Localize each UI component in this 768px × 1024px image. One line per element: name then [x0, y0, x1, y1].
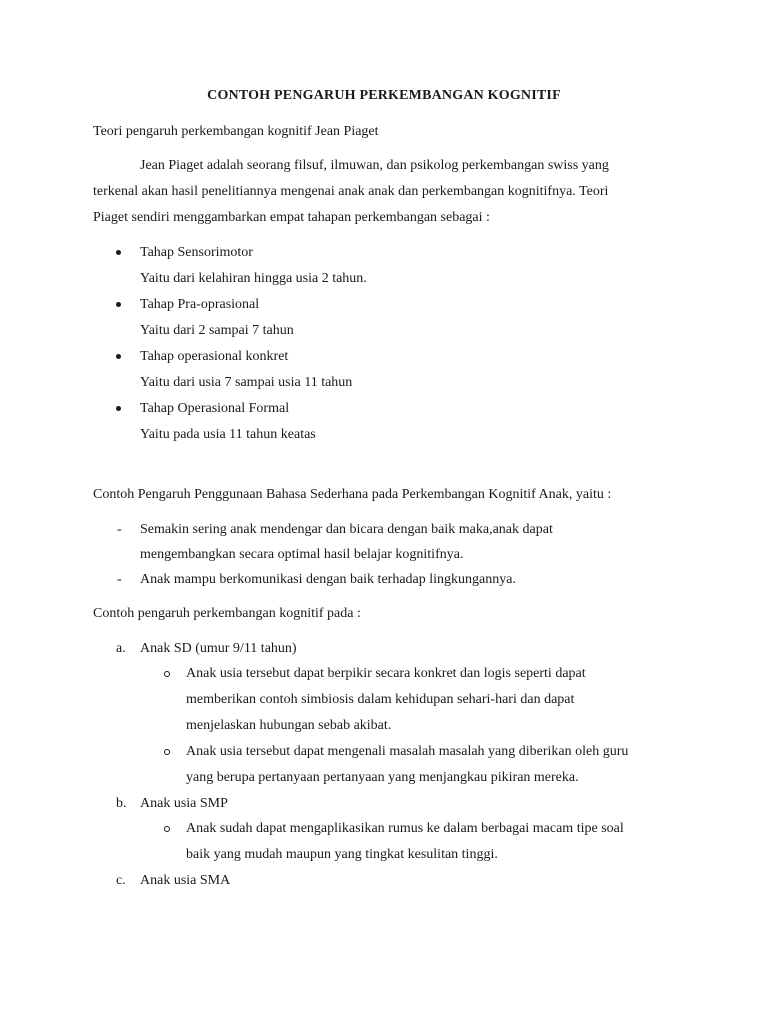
paragraph-line: Jean Piaget adalah seorang filsuf, ilmuwan, dan psikolog perkembangan swiss yang [140, 158, 609, 173]
bullet-icon [116, 406, 121, 411]
bullet-icon [116, 354, 121, 359]
section-heading-usia: Contoh pengaruh perkembangan kognitif pada : [93, 606, 361, 621]
dash-marker: - [117, 572, 122, 587]
paragraph-line: Piaget sendiri menggambarkan empat tahapan perkembangan sebagai : [93, 210, 490, 225]
group-label: Anak usia SMP [140, 796, 228, 811]
list-item-line: Anak mampu berkomunikasi dengan baik terhadap lingkungannya. [140, 572, 516, 587]
group-label: Anak usia SMA [140, 873, 231, 888]
list-marker: c. [116, 873, 126, 888]
point-line: baik yang mudah maupun yang tingkat kesulitan tinggi. [186, 847, 498, 862]
dash-marker: - [117, 522, 122, 537]
circle-bullet-icon [164, 826, 170, 832]
stage-desc: Yaitu dari usia 7 sampai usia 11 tahun [140, 375, 353, 390]
circle-bullet-icon [164, 749, 170, 755]
group-label: Anak SD (umur 9/11 tahun) [140, 641, 297, 656]
page-title: CONTOH PENGARUH PERKEMBANGAN KOGNITIF [207, 88, 561, 103]
point-line: menjelaskan hubungan sebab akibat. [186, 718, 392, 733]
stage-name: Tahap Pra-oprasional [140, 297, 260, 312]
paragraph-line: terkenal akan hasil penelitiannya mengenai anak anak dan perkembangan kognitifnya. Teori [93, 184, 609, 199]
list-marker: a. [116, 641, 126, 656]
list-marker: b. [116, 796, 127, 811]
section-heading-piaget: Teori pengaruh perkembangan kognitif Jean Piaget [93, 124, 379, 139]
point-line: Anak sudah dapat mengaplikasikan rumus ke dalam berbagai macam tipe soal [186, 821, 624, 836]
stage-desc: Yaitu dari 2 sampai 7 tahun [140, 323, 294, 338]
bullet-icon [116, 250, 121, 255]
point-line: memberikan contoh simbiosis dalam kehidupan sehari-hari dan dapat [186, 692, 575, 707]
point-line: yang berupa pertanyaan pertanyaan yang menjangkau pikiran mereka. [186, 770, 579, 785]
circle-bullet-icon [164, 671, 170, 677]
section-heading-bahasa: Contoh Pengaruh Penggunaan Bahasa Sederhana pada Perkembangan Kognitif Anak, yaitu : [93, 487, 612, 502]
stage-desc: Yaitu pada usia 11 tahun keatas [140, 427, 316, 442]
list-item-line: Semakin sering anak mendengar dan bicara dengan baik maka,anak dapat [140, 522, 553, 537]
stage-name: Tahap Operasional Formal [140, 401, 290, 416]
stage-name: Tahap operasional konkret [140, 349, 289, 364]
stage-desc: Yaitu dari kelahiran hingga usia 2 tahun. [140, 271, 367, 286]
point-line: Anak usia tersebut dapat mengenali masalah masalah yang diberikan oleh guru [186, 744, 629, 759]
stage-name: Tahap Sensorimotor [140, 245, 253, 260]
point-line: Anak usia tersebut dapat berpikir secara konkret dan logis seperti dapat [186, 666, 586, 681]
list-item-line: mengembangkan secara optimal hasil belajar kognitifnya. [140, 547, 464, 562]
bullet-icon [116, 302, 121, 307]
